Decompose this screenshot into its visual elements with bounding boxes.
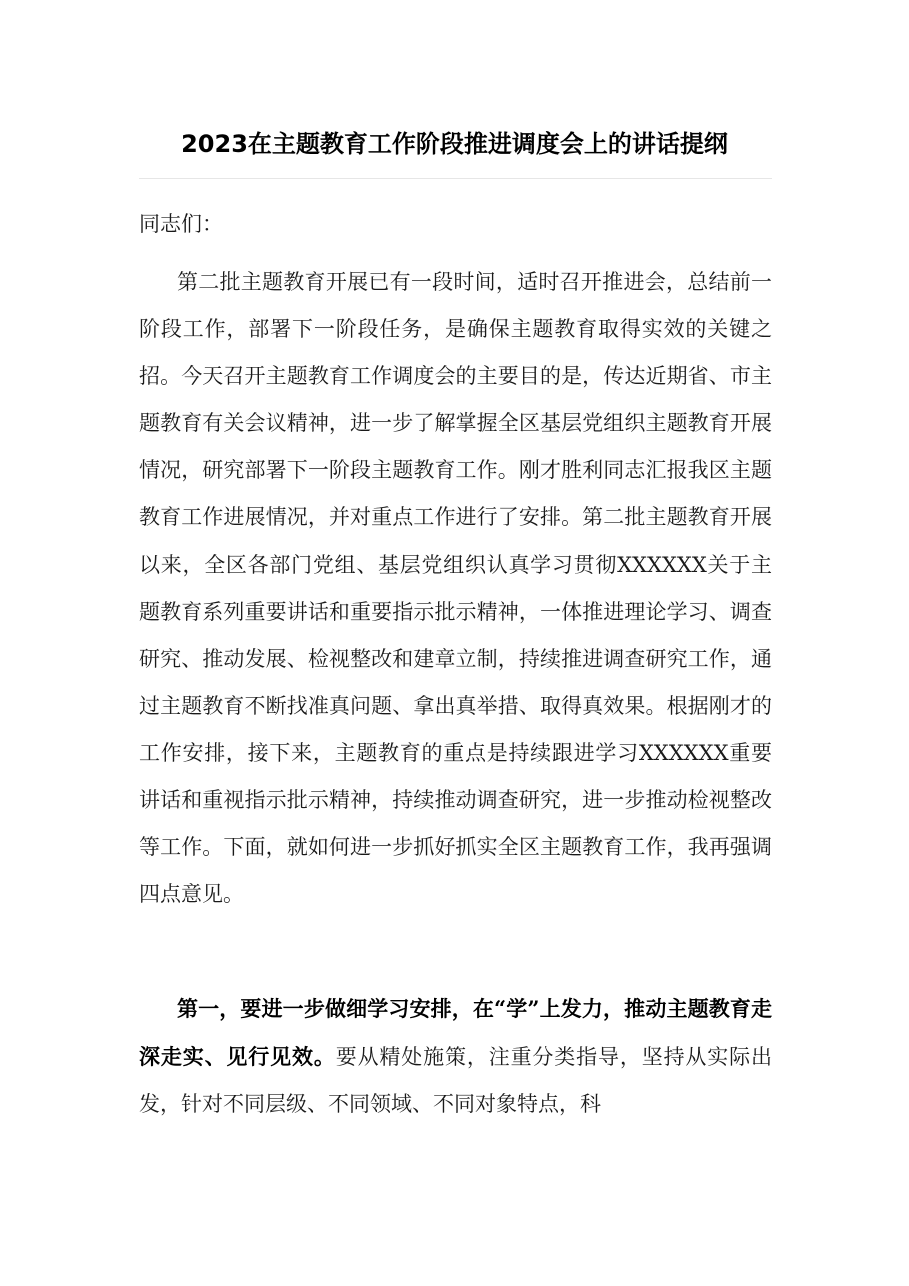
document-title: 2023在主题教育工作阶段推进调度会上的讲话提纲 (181, 130, 728, 158)
title-divider (139, 178, 772, 179)
paragraph-2-heading: 第一，要进一步做细学习安排，在“学”上发力，推动主题教育走深走实、见行见效。 (139, 996, 772, 1070)
paragraph-1: 第二批主题教育开展已有一段时间，适时召开推进会，总结前一阶段工作，部署下一阶段任务，是确保主题教育取得实效的关键之招。今天召开主题教育工作调度会的主要目的是，传达近期省、市主题教育有关会议精神，进一步了解掌握全区基层党组织主题教育开展情况，研究部署下一阶段主题教育工作。刚才胜利同志汇报我区主题教育工作进展情况，并对重点工作进行了安排。第二批主题教育开展以来，全区各部门党组、基层党组织认真学习贯彻XXXXXX关于主题教育系列重要讲话和重要指示批示精神，一体推进理论学习、调查研究、推动发展、检视整改和建章立制，持续推进调查研究工作，通过主题教育不断找准真问题、拿出真举措、取得真效果。根据刚才的工作安排，接下来，主题教育的重点是持续跟进学习XXXXXX重要讲话和重视指示批示精神，持续推动调查研究，进一步推动检视整改等工作。下面，就如何进一步抓好抓实全区主题教育工作，我再强调四点意见。 (139, 270, 772, 907)
paragraph-2-body: 要从精处施策，注重分类指导，坚持从实际出发，针对不同层级、不同领域、不同对象特点，科 (139, 1045, 773, 1117)
salutation: 同志们： (139, 212, 223, 236)
paragraph-2 (139, 985, 772, 1128)
